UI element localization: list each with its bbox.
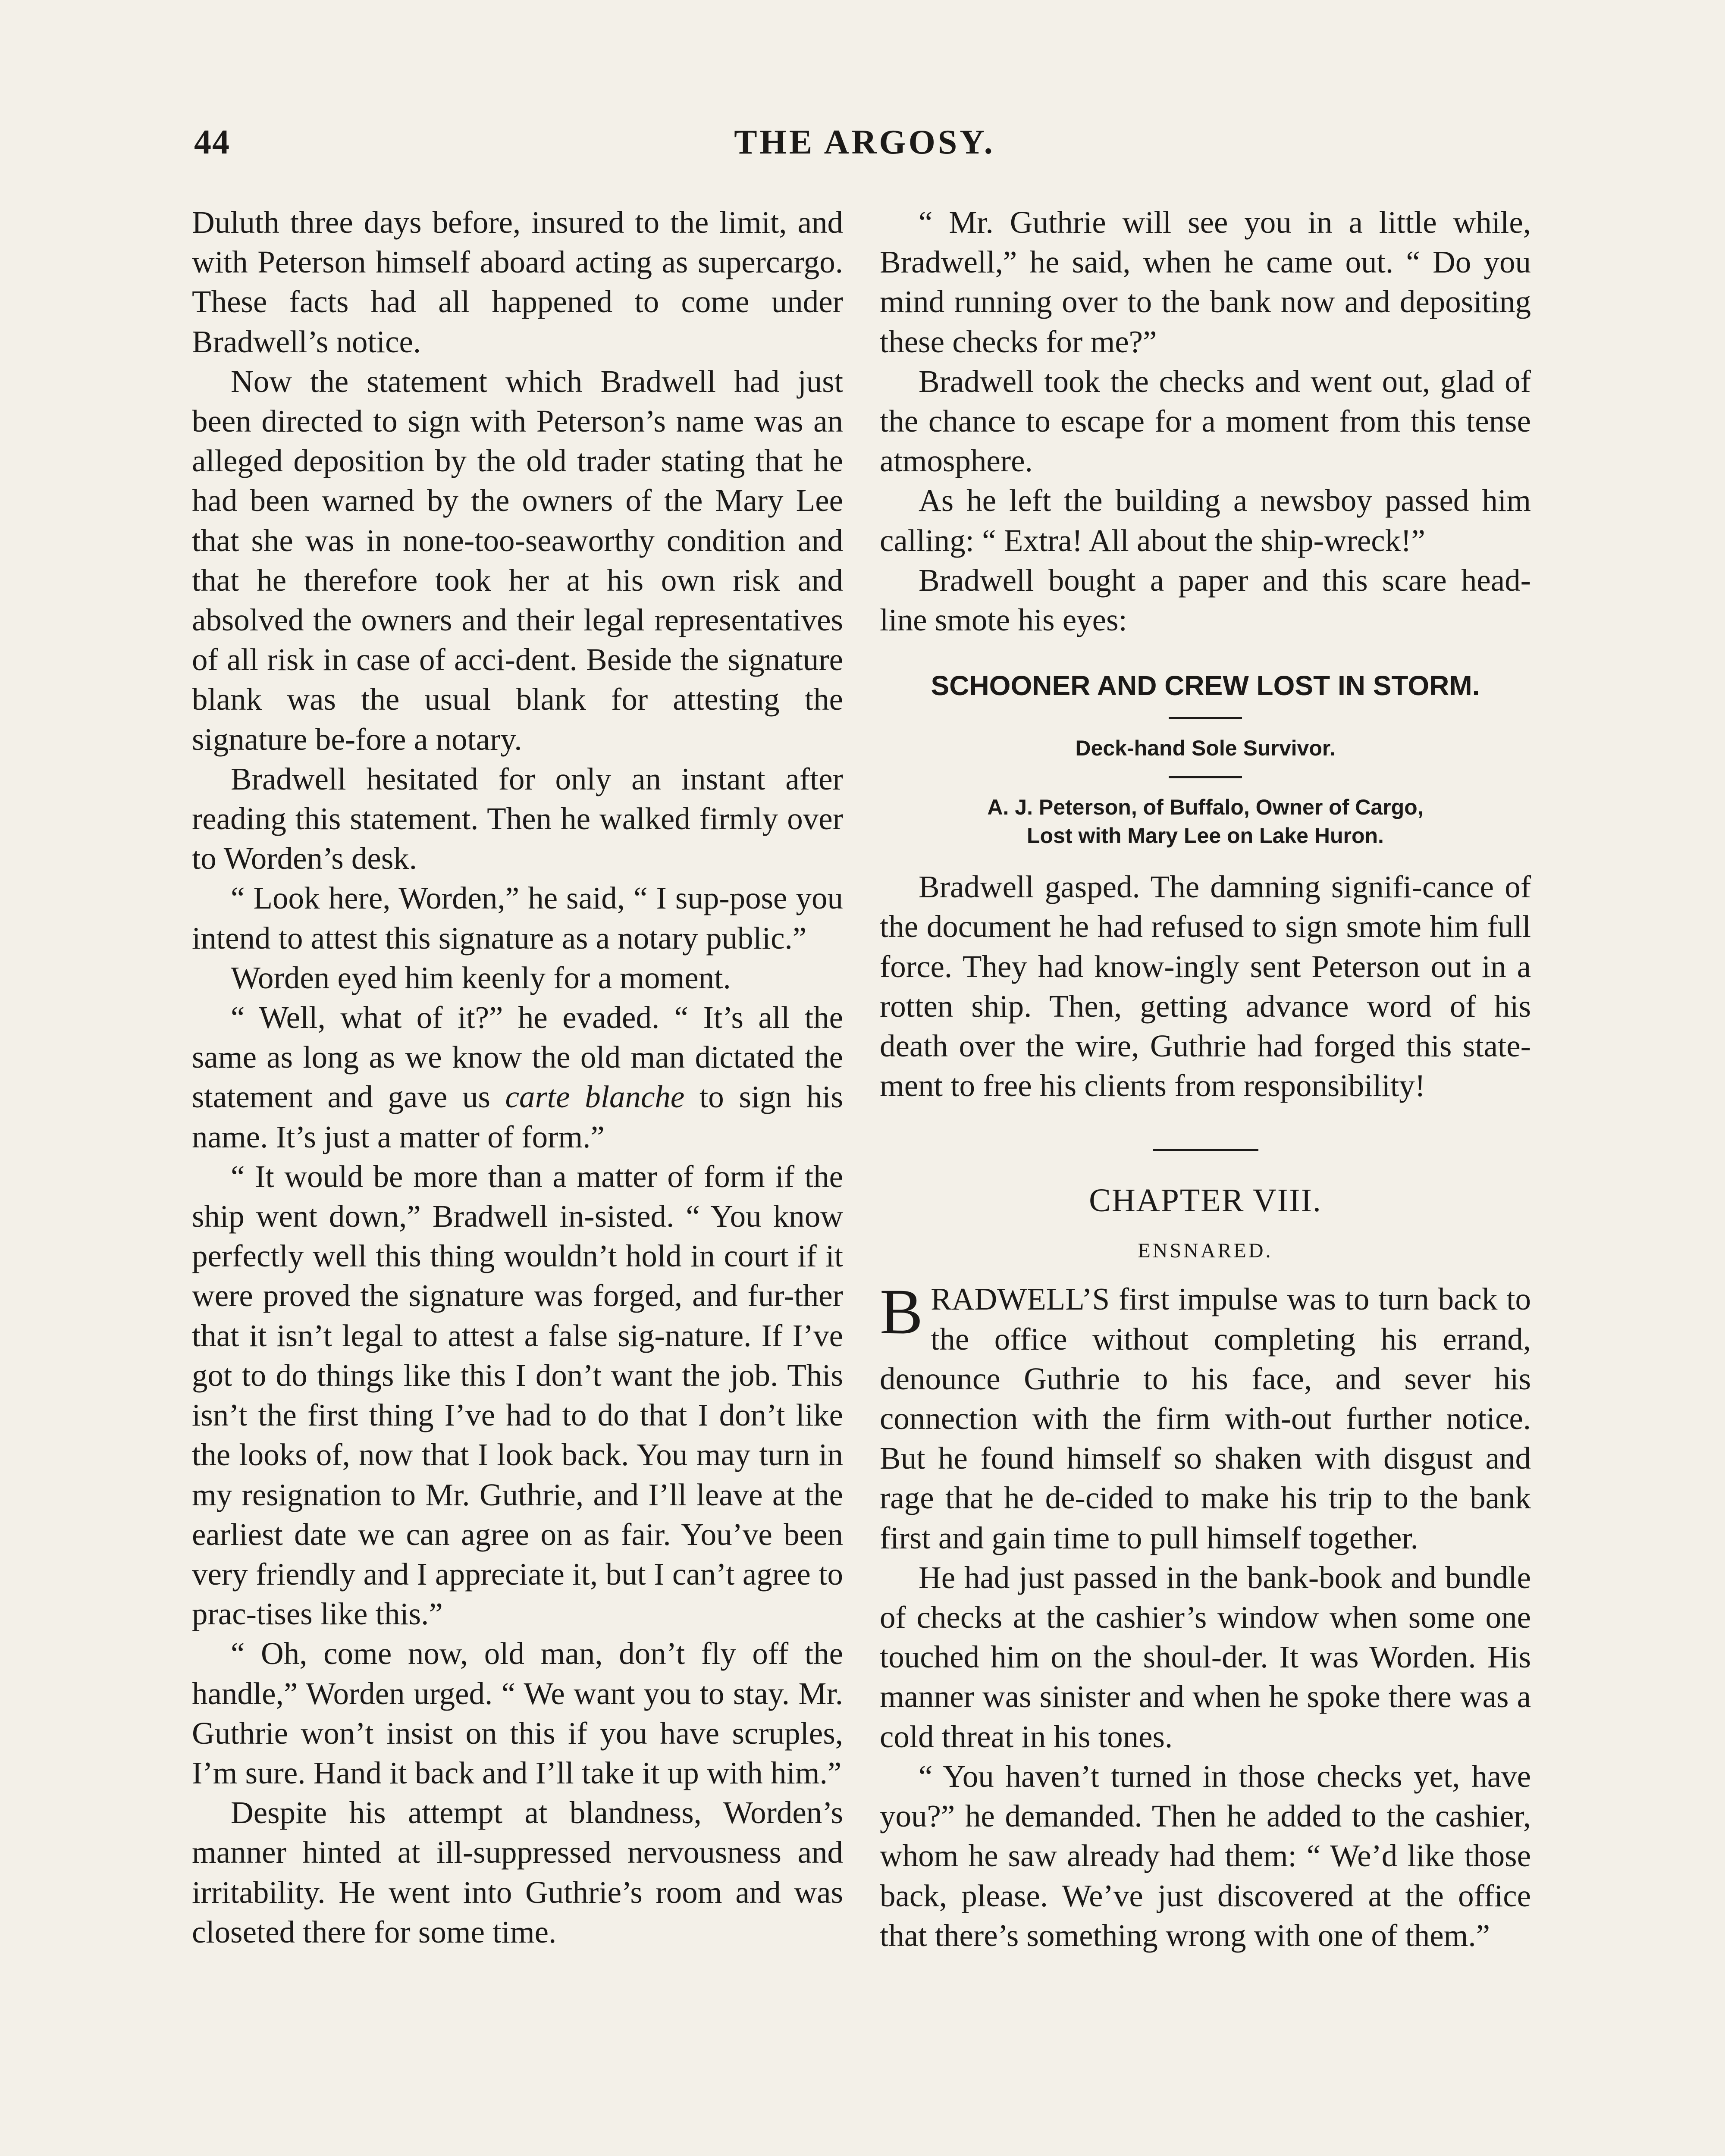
page-number: 44 bbox=[194, 123, 230, 161]
drop-cap: B bbox=[880, 1276, 923, 1348]
italic-phrase: carte blanche bbox=[505, 1079, 685, 1115]
chapter-subtitle: ENSNARED. bbox=[1138, 1239, 1273, 1263]
section-divider bbox=[1153, 1149, 1258, 1151]
paragraph: Worden eyed him keenly for a moment. bbox=[231, 960, 731, 995]
paragraph bbox=[192, 998, 843, 1157]
paragraph: Bradwell bought a paper and this scare head-line smote his eyes: bbox=[880, 562, 1531, 638]
chapter-opening-paragraph bbox=[880, 1276, 1531, 1557]
paragraph-text: RADWELL’S first impulse was to turn back to the office without completing his errand, denounce Guthrie to his face, and sever his connection with the firm with-out further notice. But he found himself so shaken with disgust and rage that he de-cided to make his trip to the bank first and gain time to pull himself together. bbox=[880, 1282, 1531, 1555]
paragraph-text: “ Well, what of it?” he evaded. “ It’s all the same as long as we know the old man dictated the statement and gave us bbox=[192, 1000, 843, 1115]
paragraph: Bradwell hesitated for only an instant after reading this statement. Then he walked firmly over to Worden’s desk. bbox=[192, 761, 843, 876]
page-header bbox=[194, 123, 1535, 192]
headline-divider bbox=[1169, 776, 1242, 778]
running-title: THE ARGOSY. bbox=[734, 123, 995, 161]
paragraph: “ You haven’t turned in those checks yet, have you?” he demanded. Then he added to the cashier, whom he saw already had them: “ We’d like those back, please. We’ve just discovered at the office that there’s something wrong with one of them.” bbox=[880, 1758, 1531, 1953]
left-column bbox=[192, 203, 843, 1952]
headline-main: SCHOONER AND CREW LOST IN STORM. bbox=[931, 670, 1480, 702]
paragraph: Bradwell took the checks and went out, glad of the chance to escape for a moment from this tense atmosphere. bbox=[880, 364, 1531, 479]
paragraph: Now the statement which Bradwell had just been directed to sign with Peterson’s name was an alleged deposition by the old trader stating that he had been warned by the owners of the Mary Lee that she was in none-too-seaworthy condition and that he therefore took her at his own risk and absolved the owners and their legal representatives of all risk in case of acci-dent. Beside the signature blank was the usual blank for attesting the signature be-fore a notary. bbox=[192, 364, 843, 757]
chapter-title: CHAPTER VIII. bbox=[1089, 1182, 1322, 1219]
paragraph: Bradwell gasped. The damning signifi-cance of the document he had refused to sign smote him full force. They had know-ingly sent Peterson out in a rotten ship. Then, getting advance word of his death over the wire, Guthrie had forged this state-ment to free his clients from responsibility! bbox=[880, 869, 1531, 1103]
right-column bbox=[880, 203, 1531, 1955]
paragraph: “ Look here, Worden,” he said, “ I sup-pose you intend to attest this signature as a notary public.” bbox=[192, 881, 843, 956]
headline-subhead-line: A. J. Peterson, of Buffalo, Owner of Cargo, bbox=[987, 795, 1424, 820]
paragraph: Duluth three days before, insured to the limit, and with Peterson himself aboard acting as supercargo. These facts had all happened to come under Bradwell’s notice. bbox=[192, 205, 843, 359]
headline-subhead: Deck-hand Sole Survivor. bbox=[1075, 736, 1336, 761]
paragraph: As he left the building a newsboy passed him calling: “ Extra! All about the ship-wreck!” bbox=[880, 483, 1531, 558]
paragraph: Despite his attempt at blandness, Worden’s manner hinted at ill-suppressed nervousness and irritability. He went into Guthrie’s room and was closeted there for some time. bbox=[192, 1795, 843, 1949]
paragraph: “ Oh, come now, old man, don’t fly off the handle,” Worden urged. “ We want you to stay. Mr. Guthrie won’t insist on this if you have scruples, I’m sure. Hand it back and I’ll take it up with him.” bbox=[192, 1636, 843, 1790]
headline-subhead-line: Lost with Mary Lee on Lake Huron. bbox=[1027, 824, 1384, 848]
newspaper-headline bbox=[880, 668, 1531, 850]
paragraph: “ It would be more than a matter of form if the ship went down,” Bradwell in-sisted. “ You know perfectly well this thing wouldn’t hold in court if it were proved the signature was forged, and fur-ther that it isn’t legal to attest a false sig-nature. If I’ve got to do things like this I don’t want the job. This isn’t the first thing I’ve had to do that I don’t like the looks of, now that I look back. You may turn in my resignation to Mr. Guthrie, and I’ll leave at the earliest date we can agree on as fair. You’ve been very friendly and I appreciate it, but I can’t agree to prac-tises like this.” bbox=[192, 1159, 843, 1632]
headline-divider bbox=[1169, 717, 1242, 719]
paragraph-text: to sign his name. It’s just a matter of form.” bbox=[192, 1079, 844, 1154]
paragraph: He had just passed in the bank-book and bundle of checks at the cashier’s window when some one touched him on the shoul-der. It was Worden. His manner was sinister and when he spoke there was a cold threat in his tones. bbox=[880, 1560, 1531, 1754]
paragraph: “ Mr. Guthrie will see you in a little while, Bradwell,” he said, when he came out. “ Do you mind running over to the bank now and depositing these checks for me?” bbox=[880, 205, 1531, 359]
